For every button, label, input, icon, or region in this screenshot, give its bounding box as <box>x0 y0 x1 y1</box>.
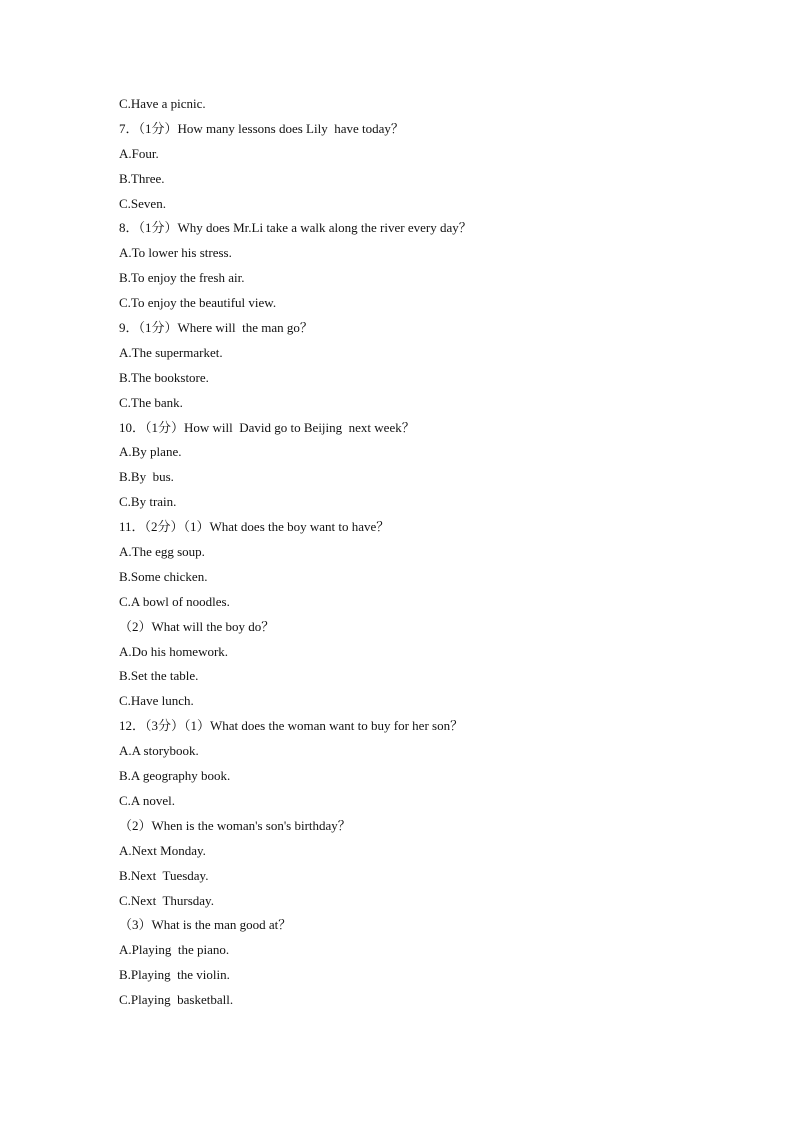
question-8: 8．（1分）Why does Mr.Li take a walk along the river every day？ <box>119 220 472 236</box>
option-line: A.Playing the piano. <box>119 942 230 958</box>
option-line: A.The egg soup. <box>119 544 205 560</box>
option-line: B.The bookstore. <box>119 369 209 385</box>
option-line: C.By train. <box>119 494 177 510</box>
option-line: A.By plane. <box>119 444 182 460</box>
option-line: A.Four. <box>119 145 159 161</box>
option-line: A.Do his homework. <box>119 643 229 659</box>
option-line: C.A bowl of noodles. <box>119 593 230 609</box>
option-line: A.A storybook. <box>119 743 199 759</box>
option-line: B.A geography book. <box>119 768 231 784</box>
option-line: B.Set the table. <box>119 668 199 684</box>
option-line: B.To enjoy the fresh air. <box>119 270 245 286</box>
question-7: 7．（1分）How many lessons does Lily have today？ <box>119 120 404 136</box>
option-line: B.Playing the violin. <box>119 967 230 983</box>
option-line: A.The supermarket. <box>119 344 223 360</box>
option-line: B.By bus. <box>119 469 174 485</box>
option-line: C.The bank. <box>119 394 183 410</box>
option-line: C.Seven. <box>119 195 166 211</box>
option-line: C.Have lunch. <box>119 693 194 709</box>
option-line: C.To enjoy the beautiful view. <box>119 295 277 311</box>
option-line: C.Have a picnic. <box>119 96 206 111</box>
question-10: 10．（1分）How will David go to Beijing next week？ <box>119 419 415 435</box>
option-line: C.A novel. <box>119 792 175 808</box>
subquestion-12-2: （2）When is the woman's son's birthday？ <box>119 817 351 833</box>
exam-page <box>119 92 719 1013</box>
question-9: 9．（1分）Where will the man go？ <box>119 320 313 336</box>
option-line: B.Some chicken. <box>119 568 208 584</box>
option-line: B.Three. <box>119 170 165 186</box>
question-11: 11．（2分）（1）What does the boy want to have？ <box>119 519 390 535</box>
subquestion-12-3: （3）What is the man good at？ <box>119 917 292 933</box>
question-12: 12．（3分）（1）What does the woman want to buy for her son？ <box>119 718 464 734</box>
subquestion-11-2: （2）What will the boy do？ <box>119 618 275 634</box>
option-line: C.Next Thursday. <box>119 892 214 908</box>
option-line: B.Next Tuesday. <box>119 867 209 883</box>
option-line: A.Next Monday. <box>119 842 206 858</box>
option-line: C.Playing basketball. <box>119 992 234 1008</box>
option-line: A.To lower his stress. <box>119 245 232 261</box>
